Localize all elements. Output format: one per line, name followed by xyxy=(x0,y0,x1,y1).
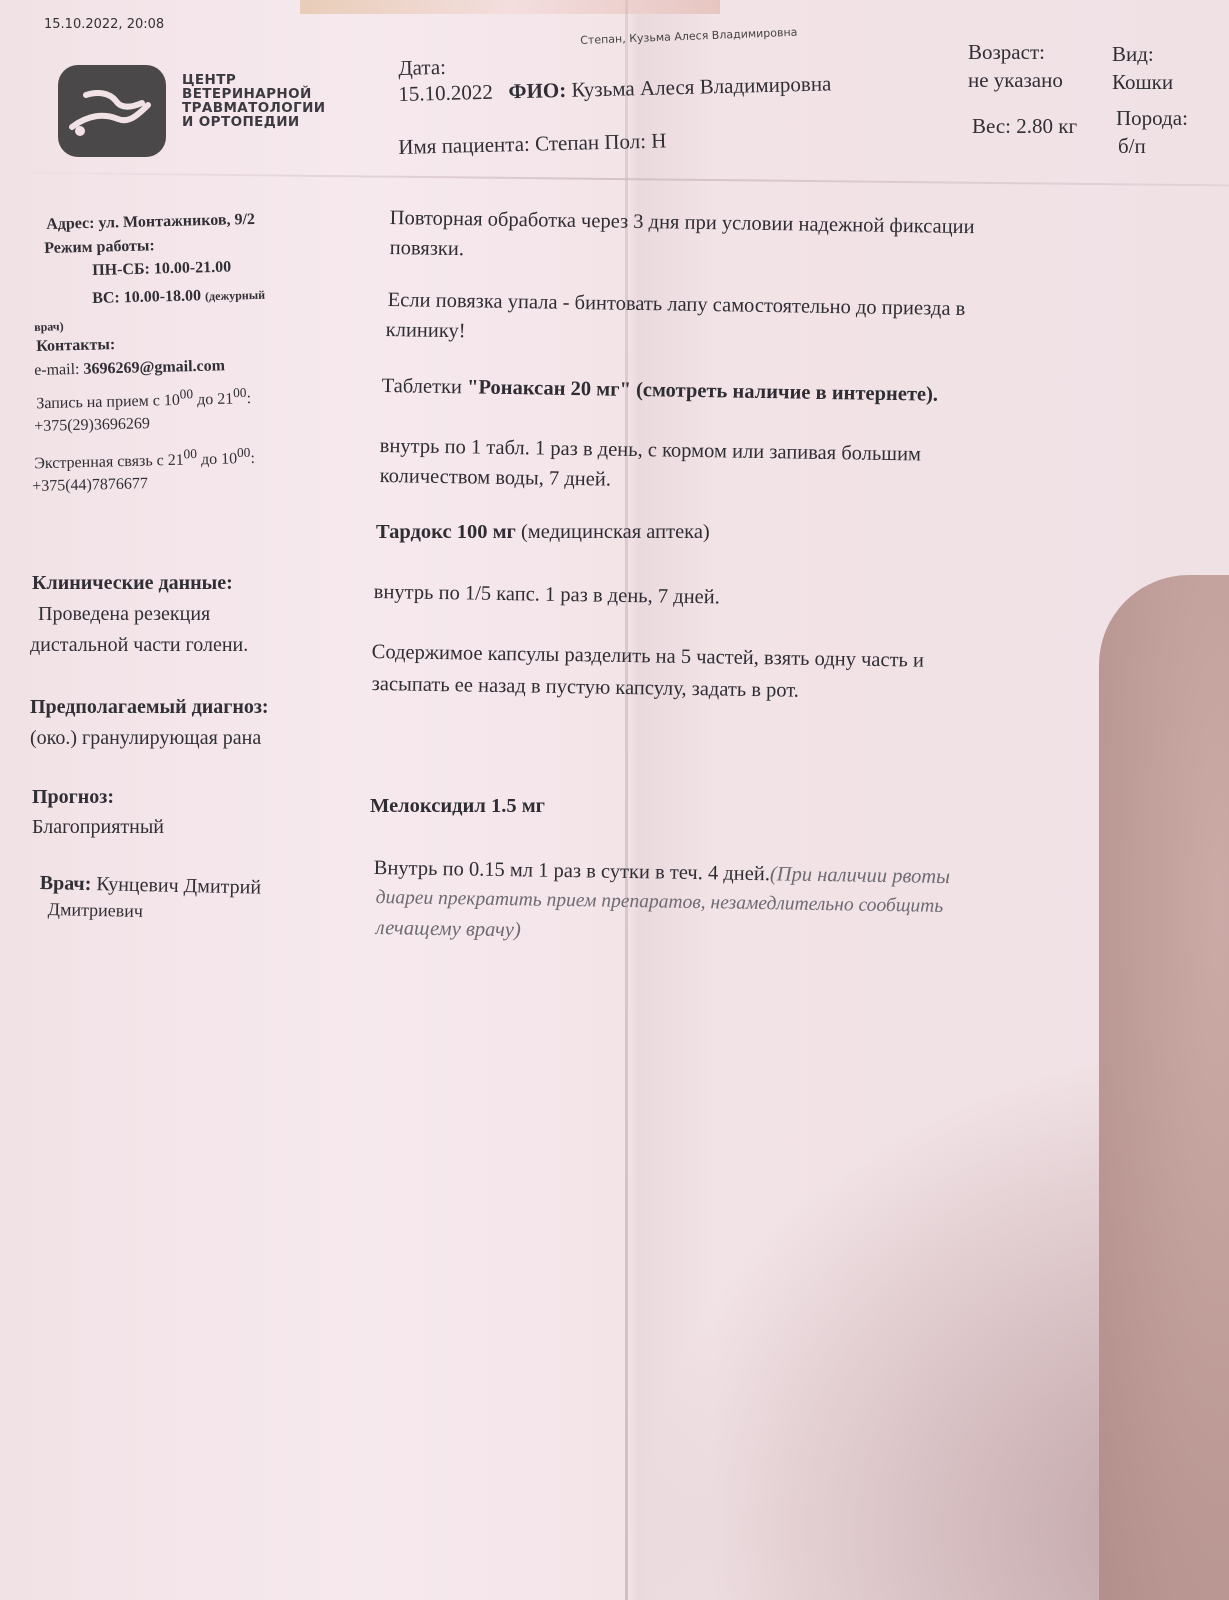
prognosis-value: Благоприятный xyxy=(32,816,164,838)
print-timestamp: 15.10.2022, 20:08 xyxy=(44,17,165,32)
prognosis-label: Прогноз: xyxy=(32,786,114,808)
appointment-hours: Запись на прием с $10^{00}$ до $21^{00}$: xyxy=(36,384,252,413)
weight-value: 2.80 кг xyxy=(1016,114,1078,138)
logo-line: ЦЕНТР xyxy=(182,72,237,88)
thumb xyxy=(1099,575,1229,1600)
drug-tardoks-note: Содержимое капсулы разделить на 5 частей, взять одну часть и xyxy=(371,640,925,672)
clinic-address xyxy=(46,211,255,234)
drug-tardoks-dose: внутрь по 1/5 капс. 1 раз в день, 7 дней. xyxy=(373,580,721,609)
breed-label: Порода: xyxy=(1116,106,1188,130)
doctor-name: Кунцевич Дмитрий xyxy=(96,873,262,899)
drug-ronaksan-dose: внутрь по 1 табл. 1 раз в день, с кормом или запивая большим xyxy=(379,434,922,466)
weight-label: Вес: xyxy=(972,114,1012,138)
instruction-line: Если повязка упала - бинтовать лапу самостоятельно до приезда в xyxy=(387,288,966,321)
doctor-label: Врач: xyxy=(39,872,92,896)
owner-value: Кузьма Алеся Владимировна xyxy=(571,71,832,102)
appointment-phone: +375(29)3696269 xyxy=(34,415,151,435)
date-owner-line xyxy=(398,71,832,107)
clinical-data-label: Клинические данные: xyxy=(32,572,233,594)
email-value: 3696269@gmail.com xyxy=(83,357,226,378)
hours-sunday-note: врач) xyxy=(34,319,64,334)
paper-fold-vertical xyxy=(625,0,628,1600)
hours-sunday: ВС: 10.00-18.00 (дежурный xyxy=(92,287,266,307)
date-label: Дата: xyxy=(398,54,447,80)
address-label: Адрес: xyxy=(46,214,95,233)
hours-label: Режим работы: xyxy=(44,237,155,257)
logo-line: И ОРТОПЕДИИ xyxy=(182,114,300,130)
drug-tardoks-note: засыпать ее назад в пустую капсулу, задать в рот. xyxy=(371,672,800,702)
drug-ronaksan-dose: количеством воды, 7 дней. xyxy=(379,464,612,491)
address-value: ул. Монтажников, 9/2 xyxy=(98,210,256,232)
weight-line xyxy=(972,114,1077,139)
logo-line: ВЕТЕРИНАРНОЙ xyxy=(182,86,312,102)
age-label: Возраст: xyxy=(968,40,1045,64)
clinical-data-line: Проведена резекция xyxy=(38,603,211,625)
drug-meloxidil-warning: диареи прекратить прием препаратов, незамедлительно сообщить xyxy=(375,886,944,917)
sex-label: Пол: xyxy=(604,128,647,154)
clinic-logo-text xyxy=(182,73,326,129)
emergency-hours: Экстренная связь с $21^{00}$ до $10^{00}$: xyxy=(34,444,256,473)
diagnosis-value: (око.) гранулирующая рана xyxy=(30,727,262,749)
paper-fold-horizontal xyxy=(0,172,1229,187)
doctor-patronymic: Дмитриевич xyxy=(47,899,144,921)
age-value: не указано xyxy=(968,68,1063,92)
sex-value: Н xyxy=(650,128,667,153)
emergency-phone: +375(44)7876677 xyxy=(32,475,149,495)
background-strip xyxy=(300,0,720,14)
clinic-email xyxy=(34,357,225,380)
instruction-line: повязки. xyxy=(389,236,465,261)
diagnosis-label: Предполагаемый диагноз: xyxy=(30,696,269,718)
date-value: 15.10.2022 xyxy=(398,79,494,106)
contacts-label: Контакты: xyxy=(36,336,116,355)
logo-line: ТРАВМАТОЛОГИИ xyxy=(182,100,326,116)
species-value: Кошки xyxy=(1112,70,1174,94)
clinical-data-line: дистальной части голени. xyxy=(30,634,249,656)
owner-label: ФИО: xyxy=(508,77,567,104)
doctor-line xyxy=(40,872,262,900)
patient-name-value: Степан xyxy=(534,130,600,156)
clinic-logo-icon xyxy=(58,65,166,157)
email-label: e-mail: xyxy=(34,360,80,379)
print-header: Степан, Кузьма Алеся Владимировна xyxy=(580,25,798,47)
patient-name-label: Имя пациента: xyxy=(398,131,531,159)
drug-ronaksan-title: Таблетки "Ронаксан 20 мг" (смотреть наличие в интернете). xyxy=(381,374,939,406)
drug-tardoks-title: Тардокс 100 мг (медицинская аптека) xyxy=(376,521,710,543)
breed-value: б/п xyxy=(1118,134,1146,158)
instruction-line: клинику! xyxy=(385,318,466,343)
species-label: Вид: xyxy=(1112,42,1154,66)
hours-weekdays: ПН-СБ: 10.00-21.00 xyxy=(92,258,232,279)
drug-meloxidil-dose: Внутрь по 0.15 мл 1 раз в сутки в теч. 4 дней.(При наличии рвоты xyxy=(373,856,951,889)
instruction-line: Повторная обработка через 3 дня при условии надежной фиксации xyxy=(389,206,975,239)
drug-meloxidil-warning: лечащему врачу) xyxy=(375,916,521,942)
drug-meloxidil-title: Мелоксидил 1.5 мг xyxy=(370,795,545,817)
